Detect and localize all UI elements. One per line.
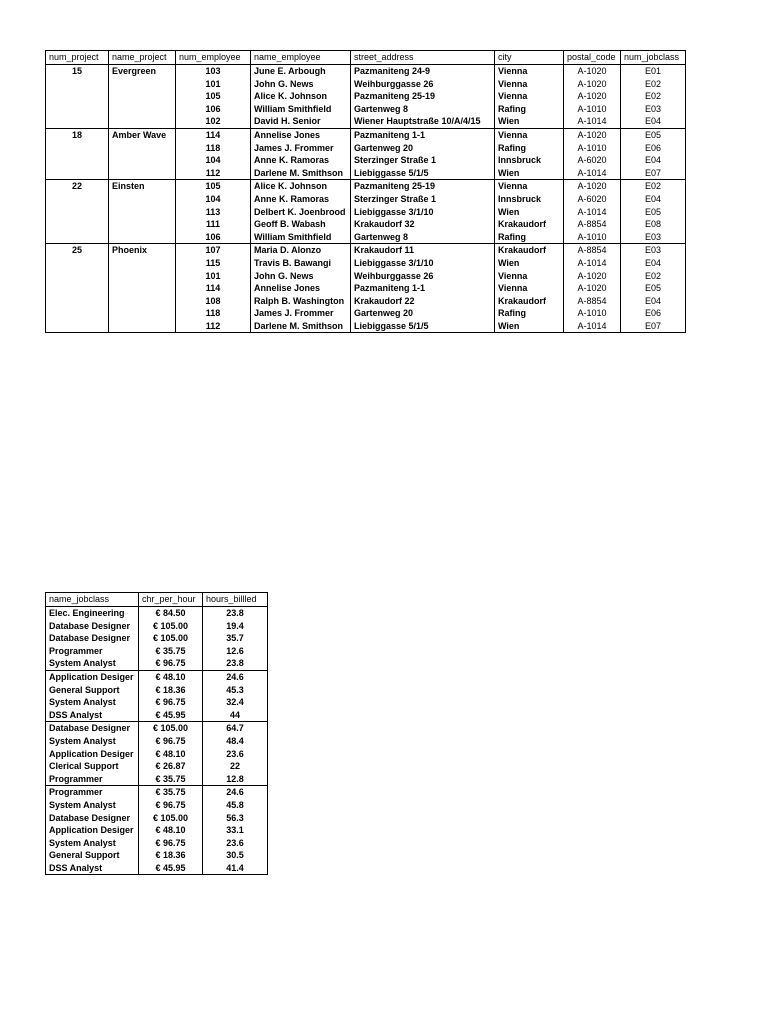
- chr-per-hour-cell: € 84.50: [139, 607, 203, 620]
- hours-billed-cell: 45.8: [203, 799, 268, 812]
- name-employee-cell: John G. News: [251, 78, 351, 91]
- city-cell: Krakaudorf: [495, 244, 564, 257]
- num-jobclass-cell: E07: [621, 167, 686, 180]
- street-address-cell: Weihburggasse 26: [351, 78, 495, 91]
- hours-billed-cell: 48.4: [203, 735, 268, 748]
- column-header: name_employee: [251, 51, 351, 65]
- name-employee-cell: James J. Frommer: [251, 142, 351, 155]
- num-employee-cell: 107: [176, 244, 251, 257]
- name-project-cell: Einsten: [109, 180, 176, 193]
- name-employee-cell: William Smithfield: [251, 231, 351, 244]
- street-address-cell: Krakaudorf 22: [351, 295, 495, 308]
- street-address-cell: Gartenweg 8: [351, 103, 495, 116]
- postal-code-cell: A-1020: [564, 282, 621, 295]
- hours-billed-cell: 45.3: [203, 684, 268, 697]
- name-project-cell: [109, 154, 176, 167]
- num-employee-cell: 112: [176, 320, 251, 333]
- chr-per-hour-cell: € 48.10: [139, 748, 203, 761]
- table-row: [46, 128, 686, 141]
- name-project-cell: [109, 206, 176, 219]
- table-row: [46, 270, 686, 283]
- name-jobclass-cell: Database Designer: [46, 620, 139, 633]
- name-project-cell: [109, 193, 176, 206]
- num-employee-cell: 102: [176, 115, 251, 128]
- postal-code-cell: A-1010: [564, 231, 621, 244]
- table-row: [46, 799, 268, 812]
- name-jobclass-cell: Database Designer: [46, 632, 139, 645]
- street-address-cell: Pazmaniteng 25-19: [351, 90, 495, 103]
- hours-billed-cell: 41.4: [203, 862, 268, 875]
- name-jobclass-cell: DSS Analyst: [46, 709, 139, 722]
- street-address-cell: Sterzinger Straße 1: [351, 154, 495, 167]
- table-row: [46, 231, 686, 244]
- street-address-cell: Wiener Hauptstraße 10/A/4/15: [351, 115, 495, 128]
- postal-code-cell: A-1020: [564, 78, 621, 91]
- street-address-cell: Gartenweg 8: [351, 231, 495, 244]
- city-cell: Rafing: [495, 103, 564, 116]
- num-project-cell: 18: [46, 128, 109, 141]
- postal-code-cell: A-1020: [564, 128, 621, 141]
- name-employee-cell: Delbert K. Joenbrood: [251, 206, 351, 219]
- num-project-cell: 22: [46, 180, 109, 193]
- name-jobclass-cell: Application Desiger: [46, 824, 139, 837]
- num-jobclass-cell: E02: [621, 90, 686, 103]
- hours-billed-cell: 22: [203, 760, 268, 773]
- column-header: postal_code: [564, 51, 621, 65]
- name-employee-cell: Geoff B. Wabash: [251, 218, 351, 231]
- street-address-cell: Liebiggasse 3/1/10: [351, 257, 495, 270]
- table-row: [46, 257, 686, 270]
- name-project-cell: Amber Wave: [109, 128, 176, 141]
- table-row: [46, 115, 686, 128]
- project-employee-table: [45, 50, 686, 333]
- name-jobclass-cell: DSS Analyst: [46, 862, 139, 875]
- city-cell: Wien: [495, 167, 564, 180]
- postal-code-cell: A-8854: [564, 244, 621, 257]
- num-jobclass-cell: E02: [621, 270, 686, 283]
- column-header: num_jobclass: [621, 51, 686, 65]
- hours-billed-cell: 24.6: [203, 670, 268, 683]
- hours-billed-cell: 24.6: [203, 786, 268, 799]
- hours-billed-cell: 12.6: [203, 645, 268, 658]
- num-project-cell: [46, 115, 109, 128]
- street-address-cell: Sterzinger Straße 1: [351, 193, 495, 206]
- num-project-cell: 25: [46, 244, 109, 257]
- num-project-cell: [46, 295, 109, 308]
- num-jobclass-cell: E04: [621, 257, 686, 270]
- name-project-cell: [109, 115, 176, 128]
- num-jobclass-cell: E03: [621, 231, 686, 244]
- name-jobclass-cell: System Analyst: [46, 799, 139, 812]
- name-jobclass-cell: Programmer: [46, 786, 139, 799]
- num-project-cell: [46, 154, 109, 167]
- num-jobclass-cell: E02: [621, 78, 686, 91]
- name-employee-cell: David H. Senior: [251, 115, 351, 128]
- postal-code-cell: A-1014: [564, 257, 621, 270]
- postal-code-cell: A-1020: [564, 270, 621, 283]
- table-header-row: [46, 593, 268, 607]
- street-address-cell: Liebiggasse 5/1/5: [351, 167, 495, 180]
- table-row: [46, 295, 686, 308]
- table-row: [46, 103, 686, 116]
- chr-per-hour-cell: € 96.75: [139, 735, 203, 748]
- num-jobclass-cell: E06: [621, 142, 686, 155]
- postal-code-cell: A-8854: [564, 295, 621, 308]
- postal-code-cell: A-1010: [564, 103, 621, 116]
- name-project-cell: [109, 218, 176, 231]
- name-jobclass-cell: Application Desiger: [46, 670, 139, 683]
- city-cell: Wien: [495, 115, 564, 128]
- chr-per-hour-cell: € 26.87: [139, 760, 203, 773]
- city-cell: Krakaudorf: [495, 295, 564, 308]
- num-project-cell: [46, 206, 109, 219]
- table-row: [46, 244, 686, 257]
- table-row: [46, 824, 268, 837]
- chr-per-hour-cell: € 96.75: [139, 837, 203, 850]
- column-header: street_address: [351, 51, 495, 65]
- num-jobclass-cell: E01: [621, 65, 686, 78]
- num-employee-cell: 104: [176, 154, 251, 167]
- name-project-cell: [109, 78, 176, 91]
- name-employee-cell: James J. Frommer: [251, 307, 351, 320]
- name-employee-cell: Annelise Jones: [251, 128, 351, 141]
- street-address-cell: Pazmaniteng 24-9: [351, 65, 495, 78]
- num-jobclass-cell: E04: [621, 154, 686, 167]
- name-jobclass-cell: Application Desiger: [46, 748, 139, 761]
- num-employee-cell: 112: [176, 167, 251, 180]
- num-employee-cell: 105: [176, 180, 251, 193]
- name-jobclass-cell: System Analyst: [46, 696, 139, 709]
- num-employee-cell: 113: [176, 206, 251, 219]
- name-employee-cell: Darlene M. Smithson: [251, 320, 351, 333]
- city-cell: Rafing: [495, 307, 564, 320]
- name-project-cell: [109, 167, 176, 180]
- street-address-cell: Krakaudorf 11: [351, 244, 495, 257]
- chr-per-hour-cell: € 105.00: [139, 722, 203, 735]
- postal-code-cell: A-1020: [564, 90, 621, 103]
- num-employee-cell: 106: [176, 231, 251, 244]
- num-project-cell: [46, 282, 109, 295]
- num-project-cell: 15: [46, 65, 109, 78]
- name-jobclass-cell: Database Designer: [46, 812, 139, 825]
- city-cell: Innsbruck: [495, 193, 564, 206]
- chr-per-hour-cell: € 105.00: [139, 632, 203, 645]
- num-project-cell: [46, 142, 109, 155]
- num-project-cell: [46, 231, 109, 244]
- table-row: [46, 282, 686, 295]
- street-address-cell: Pazmaniteng 1-1: [351, 128, 495, 141]
- chr-per-hour-cell: € 18.36: [139, 684, 203, 697]
- table-row: [46, 645, 268, 658]
- postal-code-cell: A-1010: [564, 142, 621, 155]
- name-project-cell: Phoenix: [109, 244, 176, 257]
- num-jobclass-cell: E02: [621, 180, 686, 193]
- name-jobclass-cell: Programmer: [46, 645, 139, 658]
- postal-code-cell: A-1014: [564, 115, 621, 128]
- num-jobclass-cell: E05: [621, 128, 686, 141]
- column-header: num_employee: [176, 51, 251, 65]
- table-row: [46, 696, 268, 709]
- city-cell: Vienna: [495, 78, 564, 91]
- table-row: [46, 670, 268, 683]
- num-jobclass-cell: E03: [621, 244, 686, 257]
- table-row: [46, 180, 686, 193]
- hours-billed-cell: 19.4: [203, 620, 268, 633]
- table-row: [46, 837, 268, 850]
- name-employee-cell: June E. Arbough: [251, 65, 351, 78]
- column-header: name_jobclass: [46, 593, 139, 607]
- city-cell: Rafing: [495, 231, 564, 244]
- num-jobclass-cell: E03: [621, 103, 686, 116]
- name-jobclass-cell: System Analyst: [46, 837, 139, 850]
- city-cell: Vienna: [495, 90, 564, 103]
- table-row: [46, 320, 686, 333]
- hours-billed-cell: 44: [203, 709, 268, 722]
- city-cell: Wien: [495, 257, 564, 270]
- hours-billed-cell: 33.1: [203, 824, 268, 837]
- hours-billed-cell: 56.3: [203, 812, 268, 825]
- num-employee-cell: 114: [176, 282, 251, 295]
- name-project-cell: [109, 307, 176, 320]
- table-row: [46, 65, 686, 78]
- num-employee-cell: 104: [176, 193, 251, 206]
- name-jobclass-cell: System Analyst: [46, 735, 139, 748]
- table-row: [46, 142, 686, 155]
- num-employee-cell: 111: [176, 218, 251, 231]
- street-address-cell: Gartenweg 20: [351, 142, 495, 155]
- num-project-cell: [46, 257, 109, 270]
- street-address-cell: Liebiggasse 5/1/5: [351, 320, 495, 333]
- chr-per-hour-cell: € 48.10: [139, 670, 203, 683]
- num-employee-cell: 103: [176, 65, 251, 78]
- street-address-cell: Weihburggasse 26: [351, 270, 495, 283]
- city-cell: Innsbruck: [495, 154, 564, 167]
- name-employee-cell: Annelise Jones: [251, 282, 351, 295]
- table-row: [46, 849, 268, 862]
- num-project-cell: [46, 103, 109, 116]
- num-jobclass-cell: E06: [621, 307, 686, 320]
- num-project-cell: [46, 270, 109, 283]
- name-employee-cell: Darlene M. Smithson: [251, 167, 351, 180]
- postal-code-cell: A-6020: [564, 193, 621, 206]
- num-employee-cell: 118: [176, 142, 251, 155]
- num-employee-cell: 101: [176, 78, 251, 91]
- postal-code-cell: A-1020: [564, 65, 621, 78]
- city-cell: Vienna: [495, 128, 564, 141]
- street-address-cell: Pazmaniteng 25-19: [351, 180, 495, 193]
- num-employee-cell: 115: [176, 257, 251, 270]
- name-jobclass-cell: General Support: [46, 684, 139, 697]
- hours-billed-cell: 23.8: [203, 657, 268, 670]
- name-project-cell: [109, 142, 176, 155]
- hours-billed-cell: 35.7: [203, 632, 268, 645]
- name-jobclass-cell: Clerical Support: [46, 760, 139, 773]
- name-employee-cell: William Smithfield: [251, 103, 351, 116]
- name-jobclass-cell: Elec. Engineering: [46, 607, 139, 620]
- name-employee-cell: Anne K. Ramoras: [251, 154, 351, 167]
- name-jobclass-cell: System Analyst: [46, 657, 139, 670]
- name-employee-cell: Travis B. Bawangi: [251, 257, 351, 270]
- chr-per-hour-cell: € 35.75: [139, 773, 203, 786]
- name-project-cell: Evergreen: [109, 65, 176, 78]
- table-row: [46, 167, 686, 180]
- name-jobclass-cell: General Support: [46, 849, 139, 862]
- chr-per-hour-cell: € 45.95: [139, 709, 203, 722]
- table-row: [46, 90, 686, 103]
- column-header: num_project: [46, 51, 109, 65]
- num-project-cell: [46, 167, 109, 180]
- table-row: [46, 307, 686, 320]
- city-cell: Vienna: [495, 282, 564, 295]
- name-project-cell: [109, 90, 176, 103]
- postal-code-cell: A-1014: [564, 206, 621, 219]
- num-jobclass-cell: E08: [621, 218, 686, 231]
- num-project-cell: [46, 218, 109, 231]
- name-project-cell: [109, 282, 176, 295]
- hours-billed-cell: 12.8: [203, 773, 268, 786]
- column-header: chr_per_hour: [139, 593, 203, 607]
- city-cell: Vienna: [495, 270, 564, 283]
- name-employee-cell: Ralph B. Washington: [251, 295, 351, 308]
- num-jobclass-cell: E04: [621, 115, 686, 128]
- street-address-cell: Gartenweg 20: [351, 307, 495, 320]
- name-project-cell: [109, 103, 176, 116]
- hours-billed-cell: 30.5: [203, 849, 268, 862]
- table-row: [46, 218, 686, 231]
- chr-per-hour-cell: € 35.75: [139, 786, 203, 799]
- table-row: [46, 773, 268, 786]
- postal-code-cell: A-8854: [564, 218, 621, 231]
- name-employee-cell: Anne K. Ramoras: [251, 193, 351, 206]
- name-project-cell: [109, 257, 176, 270]
- num-employee-cell: 114: [176, 128, 251, 141]
- chr-per-hour-cell: € 48.10: [139, 824, 203, 837]
- city-cell: Krakaudorf: [495, 218, 564, 231]
- chr-per-hour-cell: € 45.95: [139, 862, 203, 875]
- postal-code-cell: A-1020: [564, 180, 621, 193]
- table-row: [46, 154, 686, 167]
- street-address-cell: Liebiggasse 3/1/10: [351, 206, 495, 219]
- name-project-cell: [109, 295, 176, 308]
- num-employee-cell: 108: [176, 295, 251, 308]
- table-header-row: [46, 51, 686, 65]
- name-employee-cell: John G. News: [251, 270, 351, 283]
- hours-billed-cell: 32.4: [203, 696, 268, 709]
- num-project-cell: [46, 320, 109, 333]
- hours-billed-cell: 23.8: [203, 607, 268, 620]
- postal-code-cell: A-1014: [564, 320, 621, 333]
- num-project-cell: [46, 307, 109, 320]
- num-employee-cell: 118: [176, 307, 251, 320]
- table-row: [46, 722, 268, 735]
- table-row: [46, 632, 268, 645]
- num-jobclass-cell: E07: [621, 320, 686, 333]
- name-employee-cell: Alice K. Johnson: [251, 180, 351, 193]
- table-row: [46, 657, 268, 670]
- num-jobclass-cell: E04: [621, 295, 686, 308]
- street-address-cell: Krakaudorf 32: [351, 218, 495, 231]
- num-employee-cell: 105: [176, 90, 251, 103]
- num-project-cell: [46, 193, 109, 206]
- num-project-cell: [46, 90, 109, 103]
- chr-per-hour-cell: € 96.75: [139, 799, 203, 812]
- chr-per-hour-cell: € 105.00: [139, 620, 203, 633]
- chr-per-hour-cell: € 18.36: [139, 849, 203, 862]
- table-row: [46, 193, 686, 206]
- table-row: [46, 620, 268, 633]
- table-row: [46, 760, 268, 773]
- hours-billed-cell: 23.6: [203, 748, 268, 761]
- table-row: [46, 812, 268, 825]
- name-employee-cell: Maria D. Alonzo: [251, 244, 351, 257]
- column-header: hours_billled: [203, 593, 268, 607]
- chr-per-hour-cell: € 96.75: [139, 657, 203, 670]
- column-header: city: [495, 51, 564, 65]
- column-header: name_project: [109, 51, 176, 65]
- num-jobclass-cell: E05: [621, 282, 686, 295]
- table-row: [46, 862, 268, 875]
- name-project-cell: [109, 231, 176, 244]
- num-employee-cell: 101: [176, 270, 251, 283]
- hours-billed-cell: 64.7: [203, 722, 268, 735]
- city-cell: Rafing: [495, 142, 564, 155]
- table-row: [46, 748, 268, 761]
- jobclass-billing-table: [45, 592, 268, 875]
- name-jobclass-cell: Programmer: [46, 773, 139, 786]
- postal-code-cell: A-6020: [564, 154, 621, 167]
- city-cell: Wien: [495, 320, 564, 333]
- table-row: [46, 709, 268, 722]
- name-project-cell: [109, 320, 176, 333]
- chr-per-hour-cell: € 105.00: [139, 812, 203, 825]
- num-jobclass-cell: E04: [621, 193, 686, 206]
- table-row: [46, 735, 268, 748]
- hours-billed-cell: 23.6: [203, 837, 268, 850]
- city-cell: Vienna: [495, 180, 564, 193]
- table-row: [46, 607, 268, 620]
- postal-code-cell: A-1010: [564, 307, 621, 320]
- chr-per-hour-cell: € 96.75: [139, 696, 203, 709]
- street-address-cell: Pazmaniteng 1-1: [351, 282, 495, 295]
- table-row: [46, 684, 268, 697]
- num-project-cell: [46, 78, 109, 91]
- name-jobclass-cell: Database Designer: [46, 722, 139, 735]
- table-row: [46, 786, 268, 799]
- city-cell: Wien: [495, 206, 564, 219]
- name-project-cell: [109, 270, 176, 283]
- name-employee-cell: Alice K. Johnson: [251, 90, 351, 103]
- table-row: [46, 78, 686, 91]
- num-jobclass-cell: E05: [621, 206, 686, 219]
- postal-code-cell: A-1014: [564, 167, 621, 180]
- num-employee-cell: 106: [176, 103, 251, 116]
- table-row: [46, 206, 686, 219]
- city-cell: Vienna: [495, 65, 564, 78]
- chr-per-hour-cell: € 35.75: [139, 645, 203, 658]
